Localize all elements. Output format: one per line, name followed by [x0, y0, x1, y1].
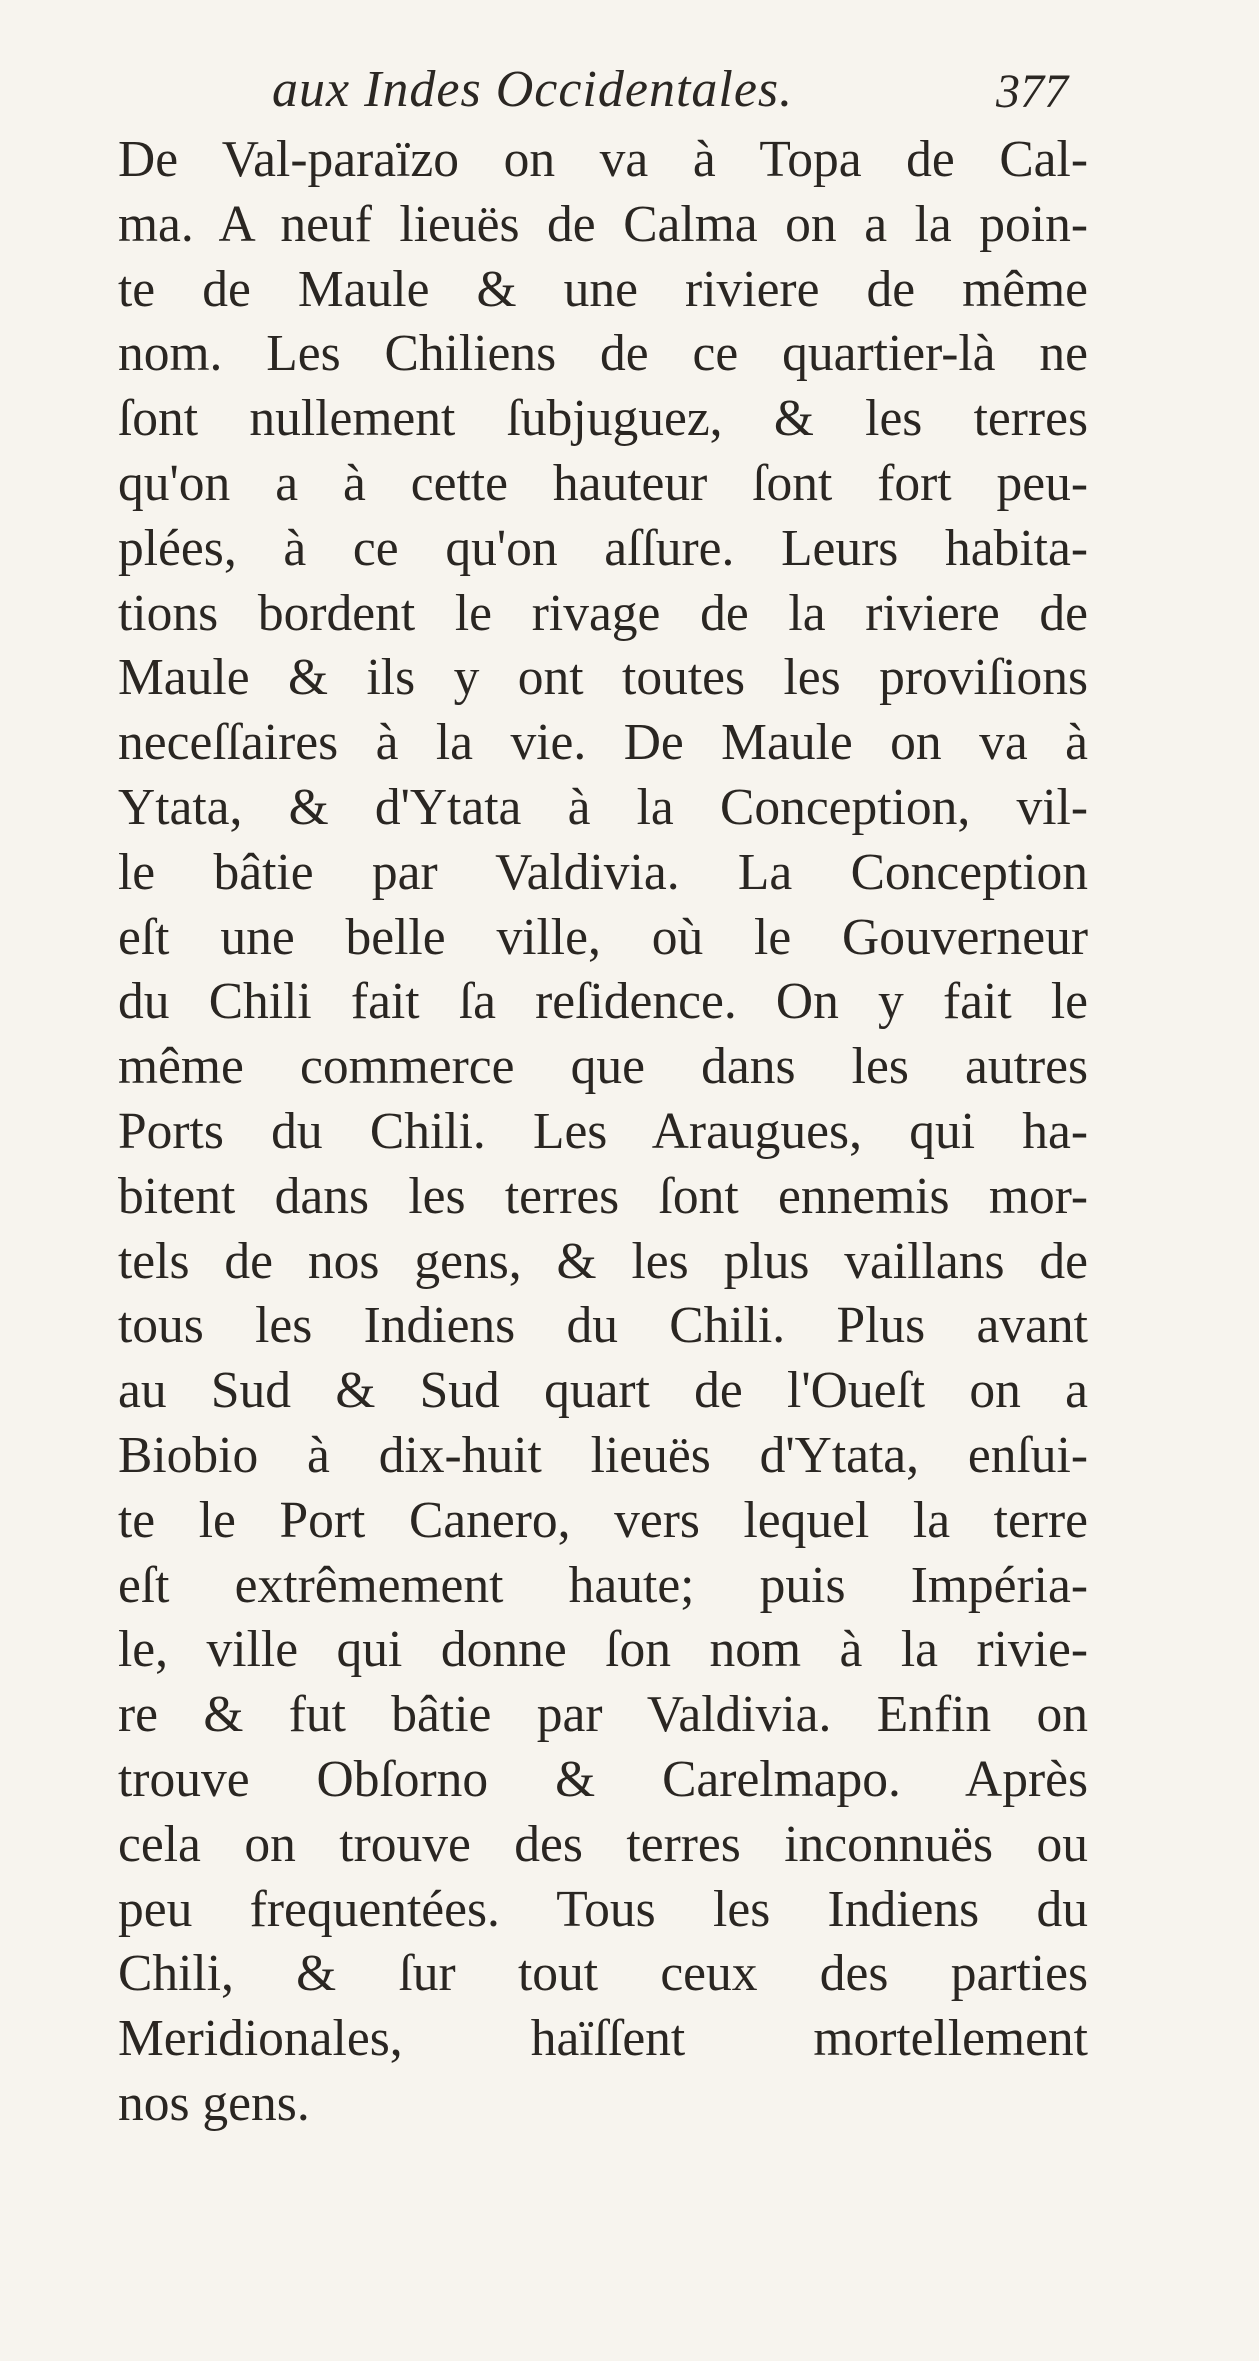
text-line: qu'on a à cette hauteur ſont fort peu- [118, 454, 1088, 512]
text-line: bitent dans les terres ſont ennemis mor- [118, 1167, 1088, 1225]
page-number: 377 [996, 65, 1068, 118]
text-line: ma. A neuf lieuës de Calma on a la poin- [118, 195, 1088, 253]
text-line: cela on trouve des terres inconnuës ou [118, 1815, 1088, 1873]
text-line: le, ville qui donne ſon nom à la rivie- [118, 1621, 1088, 1679]
text-line: du Chili fait ſa reſidence. On y fait le [118, 973, 1088, 1031]
text-line: trouve Obſorno & Carelmapo. Après [118, 1750, 1088, 1808]
text-line: tels de nos gens, & les plus vaillans de [118, 1232, 1088, 1290]
text-line: Maule & ils y ont toutes les proviſions [118, 649, 1088, 707]
text-line: Meridionales, haïſſent mortellement [118, 2010, 1088, 2068]
text-line: nom. Les Chiliens de ce quartier-là ne [118, 325, 1088, 383]
text-line: te le Port Canero, vers lequel la terre [118, 1491, 1088, 1549]
text-line: le bâtie par Valdivia. La Conception [118, 843, 1088, 901]
text-line: ſont nullement ſubjuguez, & les terres [118, 390, 1088, 448]
text-line: tions bordent le rivage de la riviere de [118, 584, 1088, 642]
text-line: plées, à ce qu'on aſſure. Leurs habita- [118, 519, 1088, 577]
text-line: De Val-paraïzo on va à Topa de Cal- [118, 131, 1088, 188]
text-line: Biobio à dix-huit lieuës d'Ytata, enſui- [118, 1426, 1088, 1484]
text-line: neceſſaires à la vie. De Maule on va à [118, 714, 1088, 772]
text-line: te de Maule & une riviere de même [118, 260, 1088, 318]
text-line: eſt extrêmement haute; puis Impéria- [118, 1556, 1088, 1614]
text-line: Chili, & ſur tout ceux des parties [118, 1945, 1088, 2003]
text-line: re & fut bâtie par Valdivia. Enfin on [118, 1686, 1088, 1744]
text-line: tous les Indiens du Chili. Plus avant [118, 1297, 1088, 1355]
running-title: aux Indes Occidentales. [272, 61, 794, 118]
text-line: même commerce que dans les autres [118, 1038, 1088, 1096]
text-line: Ytata, & d'Ytata à la Conception, vil- [118, 778, 1088, 836]
text-line: Ports du Chili. Les Araugues, qui ha- [118, 1102, 1088, 1160]
text-line: au Sud & Sud quart de l'Oueſt on a [118, 1362, 1088, 1420]
text-line: peu frequentées. Tous les Indiens du [118, 1880, 1088, 1938]
page-header [0, 60, 1259, 130]
text-line: eſt une belle ville, où le Gouverneur [118, 908, 1088, 966]
body-text [118, 128, 1088, 2137]
text-line: nos gens. [118, 2074, 310, 2132]
